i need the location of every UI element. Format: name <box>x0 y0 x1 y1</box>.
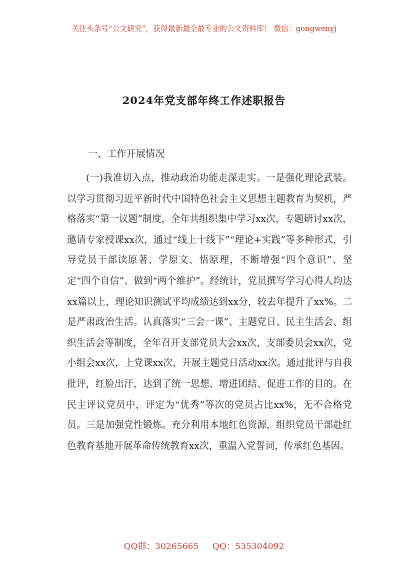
document-title: 2024年党支部年终工作述职报告 <box>122 95 286 107</box>
section-heading: 一、工作开展情况 <box>88 149 165 160</box>
body-paragraph: (一)我准切入点，推动政治功能走深走实。一是强化理论武装。以学习贯彻习近平新时代中国特色社会主义思想主题教育为契机，严格落实“第一议题”制度，全年共组织集中学习xx次，专题研讨xx次，邀请专家授课xx次，通过“线上十线下”“理论+实践”等多种形式，引导党员干部读原著、学原文、悟原理，不断增强“四个意识”、坚定“四个自信”、做到“两个维护”。经统计，党员撰写学习心得人均达xx篇以上，理论知识测试平均成绩达到xx分，较去年提升了xx%。二是严肃政治生活。认真落实“三会一课”、主题党日、民主生活会、组织生活会等制度，全年召开支部党员大会xx次，支部委员会xx次，党小组会xx次，上党课xx次，开展主题党日活动xx次。通过批评与自我批评，红脸出汗，达到了统一思想、增进团结、促进工作的目的。在民主评议党员中，评定为“优秀”等次的党员占比xx%，无不合格党员。三是加强党性锻炼。充分利用本地红色资源，组织党员干部赴红色教育基地开展革命传统教育xx次，重温入党誓词，传承红色基因。 <box>67 173 352 452</box>
footer-contact: QQ群：30265665 QQ：535304092 <box>123 542 285 552</box>
header-banner: 关注头条号“公文研究”，获得最新最全最专业的公文资料库！ 微信：gongwenyj <box>71 24 337 33</box>
